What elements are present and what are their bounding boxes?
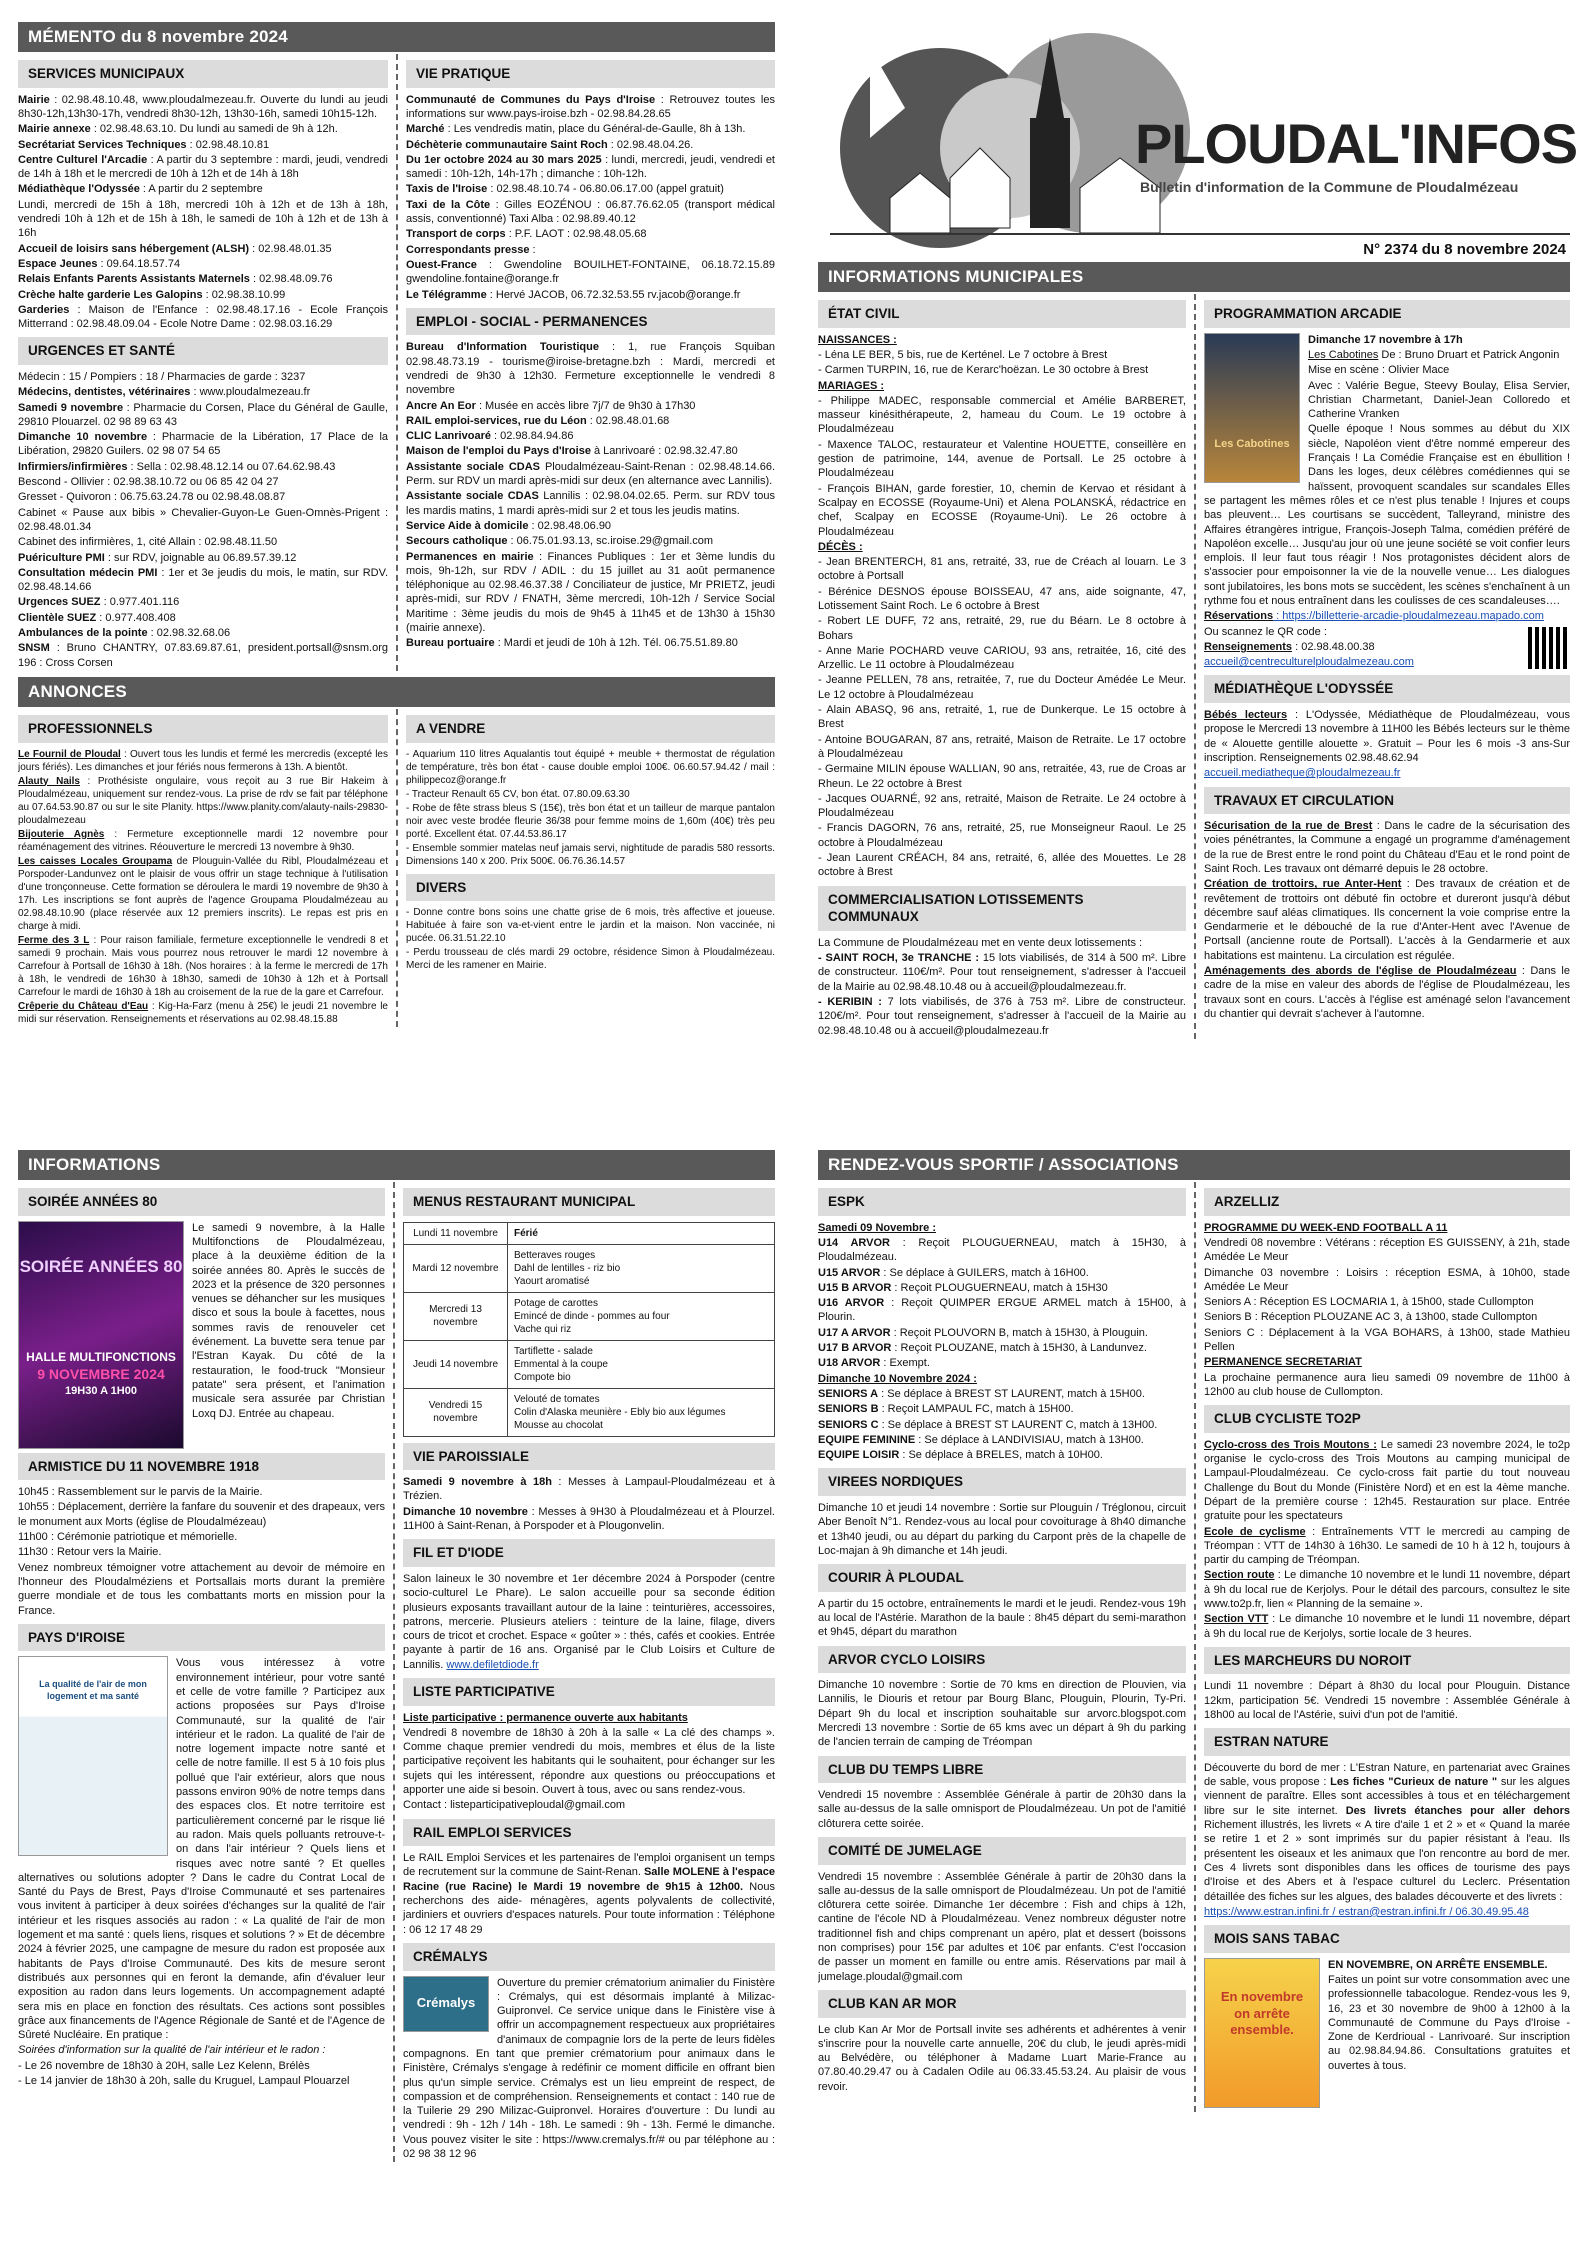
list-item: Ouest-France : Gwendoline BOUILHET-FONTAINE, 06.18.72.15.89 gwendoline.fontaine@orange.fr (406, 258, 775, 286)
etat-title: ÉTAT CIVIL (818, 300, 1186, 328)
espk-sunday: Dimanche 10 Novembre 2024 : (818, 1372, 977, 1385)
list-item: Mairie : 02.98.48.10.48, www.ploudalmezeau.fr. Ouverte du lundi au jeudi 8h30-12h,13h30-17h, vendredi 8h30-12h, 13h30-16h, samedi 10h15-12h. (18, 93, 388, 120)
list-item: - Aquarium 110 litres Aqualantis tout équipé + meuble + thermostat de régulation de température, très bon état - cause double emploi 100€. 06.60.57.94.42 / mail : philippecoz@orange.fr (406, 748, 775, 786)
list-item: - Léna LE BER, 5 bis, rue de Kerténel. Le 7 octobre à Brest (818, 348, 1108, 361)
divers-list (406, 906, 775, 972)
arzelliz-heading: PROGRAMME DU WEEK-END FOOTBALL A 11 (1204, 1221, 1448, 1234)
table-row (404, 1222, 775, 1244)
vie-list (406, 93, 775, 302)
list-item: Dimanche 03 novembre : Loisirs : réception ESMA, à 10h00, stade Amédée Le Meur (1204, 1266, 1570, 1293)
list-item: Maison de l'emploi du Pays d'Iroise à Lanrivoaré : 02.98.32.47.80 (406, 445, 738, 458)
list-item: EQUIPE LOISIR : Se déplace à BRELES, match à 10H00. (818, 1449, 1103, 1462)
qr-code-icon[interactable] (1528, 627, 1570, 669)
liste-text: Vendredi 8 novembre de 18h30 à 20h à la salle « La clé des champs ». Comme chaque premier vendredi du mois, membres et élus de la liste participative reçoivent les habitants qui le souhaitent, pour échanger sur les sujets qui les intéressent, répondre aux questions ou préoccupations et apporter une aide si besoin. Ouvert à tous, avec ou sans rendez-vous. (403, 1726, 775, 1797)
jumelage-text: Vendredi 15 novembre : Assemblée Générale à partir de 20h30 dans la salle au-dessus de la salle omnisport de Ploudalmézeau. Un pot de l'amitié clôturera cette soirée. Dimanche 1er décembre : Fish and chips à 12h, cantine de l'école ND à Ploudalmézeau. Venez nombreux déguster notre traditionnel fish and chips comprenant un apéro, plat et dessert (boissons non comprises) pour 15€ par adultes et 10€ par enfants. C'est l'occasion de passer un moment en famille ou entre amis. Réservations par mail à jumelage.ploudal@gmail.com (818, 1870, 1186, 1983)
list-item: Ancre An Eor : Musée en accès libre 7j/7 de 9h30 à 17h30 (406, 399, 696, 412)
cyclo-p2: Ecole de cyclisme : Entraînements VTT le mercredi au camping de Tréompan : VTT de 14h30 à 16h30. Le samedi de 10 h à 12 h, toujours à partir du camping de Tréompan. (1204, 1525, 1570, 1567)
liste-title: LISTE PARTICIPATIVE (403, 1678, 775, 1706)
kanarmor-title: CLUB KAN AR MOR (818, 1990, 1186, 2018)
travaux-p3: Aménagements des abords de l'église de Ploudalmézeau : Dans le cadre de la mise en valeur des abords de l'église de Ploudalmézeau, les travaux sont en cours. L'accès à l'église est aménagé selon l'avancement du chantier qui devrait s'achever à l'automne. (1204, 965, 1570, 1020)
list-item: Assistante sociale CDAS Lannilis : 02.98.04.02.65. Perm. sur RDV tous les mardis matins, 1 mardi après-midi sur 2 et tous les jeudis matins. (406, 490, 775, 517)
arcadie-mail[interactable]: accueil@centreculturelploudalmezeau.com (1204, 656, 1414, 669)
list-item: Samedi 9 novembre : Pharmacie du Corsen, Place du Général de Gaulle, 29810 Plouarzel. 02 98 89 63 43 (18, 401, 388, 428)
arcadie-reservations: Réservations : https://billetterie-arcadie-ploudalmezeau.mapado.com (1204, 610, 1544, 623)
list-item: Centre Culturel l'Arcadie : A partir du 3 septembre : mardi, jeudi, vendredi de 14h à 18h et le mercredi de 10h à 12h et de 14h à 18h (18, 153, 388, 181)
arvor-text: Dimanche 10 novembre : Sortie de 70 kms en direction de Plouvien, via Lannilis, le Diouris et retour par Bourg Blanc, Plouguin, Plourin, Ty-Pri. Départ 9h du local et inscription souhaitable sur arvorc.blogspot.com Mercredi 13 novembre : Sortie de 65 kms avec un départ à 9h du parking de l'ancien terrain de camping de Tréompan (818, 1679, 1186, 1749)
arzelliz-perm-heading: PERMANENCE SECRETARIAT (1204, 1356, 1362, 1369)
list-item: Déchèterie communautaire Saint Roch : 02.98.48.04.26. (406, 138, 694, 151)
espk-title: ESPK (818, 1188, 1186, 1216)
arzelliz-perm: La prochaine permanence aura lieu samedi 09 novembre de 11h00 à 12h00 au club house de Cullompton. (1204, 1371, 1570, 1398)
menu-dishes: Velouté de tomates Colin d'Alaska meunière - Ebly bio aux légumes Mousse au chocolat (508, 1388, 775, 1436)
list-item: Assistante sociale CDAS Ploudalmézeau-Saint-Renan : 02.98.48.14.66. Perm. sur RDV un mardi après-midi sur deux (en alternance avec Lannilis). (406, 460, 775, 488)
list-item: Le Fournil de Ploudal : Ouvert tous les lundis et fermé les mercredis (excepté les jours fériés). Les dimanches et jour fériés nous fermerons à 13h. A bientôt. (18, 748, 388, 773)
iroise-poster: La qualité de l'air de mon logement et ma santé (18, 1656, 168, 1856)
informations-section (18, 1150, 775, 2240)
list-item: Marché : Les vendredis matin, place du Général-de-Gaulle, 8h à 13h. (406, 123, 746, 136)
issue-number: N° 2374 du 8 novembre 2024 (1363, 241, 1566, 258)
deces-heading: DÉCÈS : (818, 540, 863, 553)
list-item: U17 B ARVOR : Reçoit PLOUZANE, match à 15H30, à Landunvez. (818, 1342, 1147, 1355)
list-item: Le Télégramme : Hervé JACOB, 06.72.32.53.55 rv.jacob@orange.fr (406, 288, 741, 301)
divers-title: DIVERS (406, 874, 775, 902)
list-item: Cabinet des infirmières, 1, cité Allain : 02.98.48.11.50 (18, 536, 278, 549)
menus-title: MENUS RESTAURANT MUNICIPAL (403, 1188, 775, 1216)
list-item: Seniors C : Déplacement à la VGA BOHARS, à 13h00, stade Mathieu Pellen (1204, 1326, 1570, 1354)
espk-list-1 (818, 1236, 1186, 1371)
list-item: Seniors B : Réception PLOUZANE AC 3, à 13h00, stade Cullompton (1204, 1311, 1538, 1324)
masthead (830, 28, 1578, 268)
tabac-poster: En novembre on arrête ensemble. (1204, 1958, 1320, 2108)
soiree-text: Le samedi 9 novembre, à la Halle Multifonctions de Ploudalmézeau, place à la deuxième édition de la soirée années 80. Après le succès de 2023 et la présence de 320 personnes venues se déhancher sur les musiques disco et sous la boule à facettes, nous sommes ravis de renouveler cet événement. La buvette sera tenue par l'Estran Kayak. Du côté de la restauration, le food-truck "Monsieur patate" sera présent, et l'animation musicale sera assurée par Christian Loxq DJ. Entrée au chapeau. (192, 1221, 385, 1420)
espk-saturday: Samedi 09 Novembre : (818, 1221, 936, 1234)
espk-list-2 (818, 1387, 1186, 1462)
menu-dishes: Betteraves rouges Dahl de lentilles - riz bio Yaourt aromatisé (508, 1244, 775, 1292)
list-item: Dimanche 10 novembre : Pharmacie de la Libération, 17 Place de la Libération, 29820 Guilers. 02 98 07 54 65 (18, 431, 389, 458)
noroit-title: LES MARCHEURS DU NOROIT (1204, 1647, 1570, 1675)
arcadie-qr: Ou scannez le QR code : (1204, 625, 1327, 638)
pro-title: PROFESSIONNELS (18, 715, 388, 743)
list-item: Espace Jeunes : 09.64.18.57.74 (18, 257, 181, 270)
table-row (404, 1388, 775, 1436)
menu-day: Lundi 11 novembre (404, 1222, 508, 1244)
arcadie-line2: Mise en scène : Olivier Mace (1308, 364, 1450, 377)
tabac-title: MOIS SANS TABAC (1204, 1925, 1570, 1953)
menu-dishes: Potage de carottes Emincé de dinde - pommes au four Vache qui riz (508, 1292, 775, 1340)
cyclo-p3: Section route : Le dimanche 10 novembre et le lundi 11 novembre, départ à 9h du local rue de Kerjolys. Pour le détail des parcours, consultez le site www.to2p.fr, lien « Planning de la semaine ». (1204, 1569, 1570, 1611)
deces-list (818, 555, 1186, 880)
fil-title: FIL ET D'IODE (403, 1539, 775, 1567)
list-item: Ferme des 3 L : Pour raison familiale, fermeture exceptionnelle le vendredi 8 et samedi 9 prochain. Mais vous pourrez nous retrouver le mardi 12 novembre à Carrefour à Portsall de 16h30 à 18h. (Nos horaires : à la ferme le mercredi de 17h à 18h, le vendredi de 16h30 à 18h30, samedi de 10h30 à 12h et à Portsall Carrefour le mardi de 16h30 à 18h au croisement de la rue de la gare et Carrefour. (18, 934, 388, 998)
services-list (18, 93, 388, 332)
list-item: Seniors A : Réception ES LOCMARIA 1, à 15h00, stade Cullompton (1204, 1296, 1534, 1309)
arcadie-title: PROGRAMMATION ARCADIE (1204, 300, 1570, 328)
table-row (404, 1244, 775, 1292)
menu-day: Jeudi 14 novembre (404, 1340, 508, 1388)
list-item: Puériculture PMI : sur RDV, joignable au 06.89.57.39.12 (18, 551, 297, 564)
odyssee-mail[interactable]: accueil.mediatheque@ploudalmezeau.fr (1204, 767, 1401, 780)
paroisse-title: VIE PAROISSIALE (403, 1443, 775, 1471)
list-item: Taxi de la Côte : Gilles EOZÉNOU : 06.87.76.62.05 (transport médical assis, conventionné) Taxi Alba : 02.98.89.40.12 (406, 198, 775, 226)
list-item: Médiathèque l'Odyssée : A partir du 2 septembre (18, 183, 263, 196)
menu-day: Mercredi 13 novembre (404, 1292, 508, 1340)
list-item: 11h00 : Cérémonie patriotique et mémorielle. (18, 1531, 238, 1544)
list-item: - Donne contre bons soins une chatte grise de 6 mois, très affective et joueuse. Habituée à faire son va-et-vient entre le jardin et la maison. Non vaccinée, ni pucée. 06.31.51.22.10 (406, 907, 775, 945)
arzelliz-title: ARZELLIZ (1204, 1188, 1570, 1216)
list-item: Bureau portuaire : Mardi et jeudi de 10h à 12h. Tél. 06.75.51.89.80 (406, 637, 738, 650)
list-item: Relais Enfants Parents Assistants Maternels : 02.98.48.09.76 (18, 273, 333, 286)
arvor-title: ARVOR CYCLO LOISIRS (818, 1646, 1186, 1674)
menu-day: Vendredi 15 novembre (404, 1388, 508, 1436)
cremalys-logo: Crémalys (403, 1976, 489, 2032)
list-item: Alauty Nails : Prothésiste ongulaire, vous reçoit au 3 rue Bir Hakeim à Ploudalmézeau, uniquement sur rendez-vous. La prise de rdv se fait par téléphone au 07.64.53.90.87 ou sur le site Planity. https://www.planity.com/alauty-nails-29830-ploudalmezeau (18, 775, 388, 826)
infomun-title: INFORMATIONS MUNICIPALES (818, 262, 1570, 292)
estran-text: Découverte du bord de mer : L'Estran Nature, en partenariat avec Graines de sable, vous propose : Les fiches "Curieux de nature " sur les algues viennent de paraître. Elles sont accessibles à tous et en téléchargement libre sur le site internet. Des livrets étanches pour aller dehors Richement illustrés, les livrets « A tire d'aile 1 et 2 » et « Quand la marée se retire 1 et 2 » sont imprimés sur du papier résistant à l'eau. Ils présentent les oiseaux et les animaux que l'on rencontre au bord de mer. Ces 4 livrets sont disponibles dans les offices de tourisme des pays d'Iroise et des Abers et à l'espace culturel du Leclerc. Présentation détaillée des fiches sur les algues, des balades découverte et des livrets : (1204, 1761, 1570, 1903)
infomun-section (818, 262, 1570, 1122)
memento-title: MÉMENTO du 8 novembre 2024 (18, 22, 775, 52)
list-item: Service Aide à domicile : 02.98.48.06.90 (406, 519, 612, 532)
iroise-date2: - Le 14 janvier de 18h30 à 20h, salle du Kruguel, Lampaul Plouarzel (18, 2075, 350, 2088)
travaux-title: TRAVAUX ET CIRCULATION (1204, 787, 1570, 815)
list-item: Bijouterie Agnès : Fermeture exceptionnelle mardi 12 novembre pour réaménagement des vitrines. Réouverture le mercredi 13 novembre à 9h30. (18, 828, 388, 853)
fil-text: Salon laineux le 30 novembre et 1er décembre 2024 à Porspoder (centre socio-culturel Le Phare). Le salon accueille pour sa seconde édition plusieurs exposants travaillant autour de la laine : teinturières, accessoires, patrons, mercerie. Plusieurs ateliers : teinture de la laine, filage, divers cours de tricot et crochet. Espace « goûter » : thés, cafés et cookies. Entrée payante à partir de 16 ans. Organisé par le Club Loisirs et Culture de Lannilis. www.defiletdiode.fr (403, 1572, 775, 1671)
list-item: Transport de corps : P.F. LAOT : 02.98.48.05.68 (406, 228, 647, 241)
list-item: Consultation médecin PMI : 1er et 3e jeudis du mois, le matin, sur RDV. 02.98.48.14.66 (18, 566, 388, 594)
virees-text: Dimanche 10 et jeudi 14 novembre : Sortie sur Plouguin / Tréglonou, circuit Aber Benoît N°1. Rendez-vous au local pour covoiturage à 8h40 dimanche et 13h40 jeudi, ou au départ du parking du Carpont près de la chapelle de Loc-majan à 9h dimanche et 14h jeudi. (818, 1501, 1186, 1557)
list-item: - Francis DAGORN, 76 ans, retraité, 25, rue Monseigneur Raoul. Le 25 octobre à Ploudalmézeau (818, 822, 1186, 849)
list-item: Gresset - Quivoron : 06.75.63.24.78 ou 02.98.48.08.87 (18, 491, 286, 504)
list-item: - Robert LE DUFF, 72 ans, retraité, 29, rue du Béarn. Le 8 octobre à Bohars (818, 615, 1186, 642)
list-item: Garderies : Maison de l'Enfance : 02.98.48.17.16 - Ecole François Mitterrand : 02.98.48.09.04 - Ecole Notre Dame : 02.98.03.16.29 (18, 303, 388, 331)
list-item: Ambulances de la pointe : 02.98.32.68.06 (18, 626, 231, 639)
list-item: Médecins, dentistes, vétérinaires : www.ploudalmezeau.fr (18, 386, 311, 399)
list-item: EQUIPE FEMININE : Se déplace à LANDIVISIAU, match à 13H00. (818, 1433, 1144, 1446)
list-item: Correspondants presse : (406, 243, 536, 256)
list-item: - Anne Marie POCHARD veuve CARIOU, 93 ans, retraitée, 16, cité des Arzellic. Le 11 octobre à Ploudalmézeau (818, 644, 1186, 672)
list-item: Bureau d'Information Touristique : 1, rue François Squiban 02.98.48.73.19 - tourisme@iroise-bretagne.bzh : Mardi, mercredi et vendredi de 9h30 à 12h30. Fermeture exceptionnelle le vendredi 8 novembre (406, 341, 775, 397)
soiree-poster: SOIRÉE ANNÉES 80 HALLE MULTIFONCTIONS 9 NOVEMBRE 2024 19H30 A 1H00 (18, 1221, 184, 1449)
list-item: - Tracteur Renault 65 CV, bon état. 07.80.09.63.30 (406, 788, 630, 800)
paroisse-2: Dimanche 10 novembre : Messes à 9H30 à Ploudalmézeau et à Plourzel. 11H00 à Saint-Renan, à Porspoder et à Plougonvelin. (403, 1505, 775, 1533)
arcadie-date: Dimanche 17 novembre à 17h (1308, 333, 1463, 346)
list-item: Infirmiers/infirmières : Sella : 02.98.48.12.14 ou 07.64.62.98.43 (18, 460, 336, 473)
list-item: - Jean BRENTERCH, 81 ans, retraité, 33, rue de Créach al louarn. Le 3 octobre à Portsall (818, 556, 1186, 583)
rail-text: Le RAIL Emploi Services et les partenaires de l'emploi organisent un temps de recrutement sur la commune de Saint-Renan. Salle MOLENE à l'espace Racine (rue Racine) le Mardi 19 novembre de 9h15 à 12h00. Nous recherchons des aide- ménagères, agents polyvalents de collectivité, jardiniers et ouvriers d'espaces naturels. Pour toute information : Téléphone : 06 12 17 48 29 (403, 1852, 775, 1936)
travaux-p2: Création de trottoirs, rue Anter-Hent : Des travaux de création et de revêtement de trottoirs ont débuté fin octobre et dureront jusqu'à début décembre sauf aléas climatiques. Ils concernent la voie comprise entre la Gendarmerie et le débouché de la rue d'Anter-Hent avec l'Avenue de Portsall (ancienne route de Portsall). L'accès à la Gendarmerie et aux habitations est maintenu. La circulation est régulée. (1204, 878, 1570, 962)
urgences-title: URGENCES ET SANTÉ (18, 337, 388, 365)
list-item: - Maxence TALOC, restaurateur et Valentine HOUETTE, conseillère en gestion de patrimoine, 144, avenue de Portsall. Le 25 octobre à Ploudalmézeau (818, 438, 1186, 480)
arcadie-rens: Renseignements : 02.98.48.00.38 (1204, 640, 1375, 653)
mariages-heading: MARIAGES : (818, 379, 884, 392)
list-item: Secrétariat Services Techniques : 02.98.48.10.81 (18, 138, 270, 151)
list-item: - Alain ABASQ, 96 ans, retraité, 1, rue de Dunkerque. Le 15 octobre à Brest (818, 704, 1186, 731)
list-item: U18 ARVOR : Exempt. (818, 1357, 930, 1370)
list-item: Les caisses Locales Groupama de Plouguin-Vallée du Ribl, Ploudalmézeau et Porspoder-Landunvez ont le plaisir de vous offrir un stage technique à l'utilisation d'une tronçonneuse. Cette formation se déroulera le mardi 19 novembre de 9h30 à 17h. Les inscriptions se font auprès de l'agence Groupama Ploudalmézeau au 02.98.48.10.90 (place réservée aux 12 premiers inscrits). Le repas est pris en charge à midi. (18, 855, 388, 932)
commerce-intro: La Commune de Ploudalmézeau met en vente deux lotissements : (818, 936, 1143, 949)
list-item: CLIC Lanrivoaré : 02.98.84.94.86 (406, 430, 574, 443)
naissances-heading: NAISSANCES : (818, 333, 897, 346)
menu-dishes: Férié (508, 1222, 775, 1244)
informations-title: INFORMATIONS (18, 1150, 775, 1180)
brand-title: PLOUDAL'INFOS (1135, 112, 1578, 175)
list-item: Médecin : 15 / Pompiers : 18 / Pharmacies de garde : 3237 (18, 370, 306, 383)
list-item: - Perdu trousseau de clés mardi 29 octobre, résidence Simon à Ploudalmézeau. Merci de les ramener en Mairie. (406, 947, 775, 972)
courir-text: A partir du 15 octobre, entraînements le mardi et le jeudi. Rendez-vous 19h au local de l'Astérie. Marathon de la baule : 8h45 départ du semi-marathon et 9h45, départ du marathon (818, 1597, 1186, 1639)
arcadie-body: Quelle époque ! Nous sommes au début du XIX siècle, Napoléon vient d'être nommé empereur des Français ! La Comédie Française est en ébullition ! Dans les loges, deux célèbres comédiennes qui se haïssent, provoquent scandales sur scandales Elles se partagent les mêmes rôles et ce n'est plus tenable ! Injures et coups bas pleuvent… Les courtisans se succèdent, Talleyrand, ministre des Affaires étrangères intrigue, François-Joseph Talma, comédien préféré de Napoléon excelle… Jusqu'au jour où une jeune société se voit confier leurs emplois. Il leur faut tous réagir ! Nos protagonistes décident alors de s'associer pour empoisonner la vie de la nouvelle venue… Les dialogues sont jubilatoires, les bons mots se succèdent, les scènes s'enchaînent à un rythme fou et nous entraînent dans les coulisses de ces scandaleuses…. (1204, 423, 1570, 607)
list-item: 11h30 : Retour vers la Mairie. (18, 1546, 162, 1559)
list-item: Accueil de loisirs sans hébergement (ALSH) : 02.98.48.01.35 (18, 242, 332, 255)
pro-list (18, 748, 388, 1026)
annonces-title: ANNONCES (18, 677, 775, 707)
list-item: SENIORS B : Reçoit LAMPAUL FC, match à 15H00. (818, 1403, 1074, 1416)
vendre-list (406, 748, 775, 868)
paroisse-1: Samedi 9 novembre à 18h : Messes à Lampaul-Ploudalmézeau et à Trézien. (403, 1476, 775, 1503)
list-item: U14 ARVOR : Reçoit PLOUGUERNEAU, match à 15H30, à Ploudalmézeau. (818, 1236, 1186, 1264)
tabac-heading: EN NOVEMBRE, ON ARRÊTE ENSEMBLE. (1328, 1958, 1548, 1971)
list-item: - Jacques OUARNÉ, 92 ans, retraité, Maison de Retraite. Le 24 octobre à Ploudalmézeau (818, 792, 1186, 820)
list-item: U16 ARVOR : Reçoit QUIMPER ERGUE ARMEL match à 15H00, à Plourin. (818, 1297, 1186, 1324)
list-item: SENIORS C : Se déplace à BREST ST LAURENT C, match à 13H00. (818, 1418, 1158, 1431)
list-item: - Germaine MILIN épouse WALLIAN, 90 ans, retraitée, 43, rue de Croas ar Rheun. Le 22 octobre à Brest (818, 763, 1186, 790)
iroise-title: PAYS D'IROISE (18, 1624, 385, 1652)
services-title: SERVICES MUNICIPAUX (18, 60, 388, 88)
list-item: RAIL emploi-services, rue du Léon : 02.98.48.01.68 (406, 414, 670, 427)
armistice-title: ARMISTICE DU 11 NOVEMBRE 1918 (18, 1453, 385, 1481)
list-item: Du 1er octobre 2024 au 30 mars 2025 : lundi, mercredi, jeudi, vendredi et samedi : 10h-12h, 14h-17h ; dimanche : 10h-12h. (406, 153, 775, 181)
list-item: SNSM : Bruno CHANTRY, 07.83.69.87.61, president.portsall@snsm.org 196 : Cross Corsen (18, 642, 388, 669)
kanarmor-text: Le club Kan Ar Mor de Portsall invite ses adhérents et adhérentes à venir s'inscrire pour la nouvelle carte annuelle, 20€ du club, le jeudi après-midi au Belvédère, ou téléphoner à Madame Luart Marie-France au 07.80.40.29.47 ou à Cadalen Odile au 06.33.45.53.24. Au plaisir de vous revoir. (818, 2023, 1186, 2093)
list-item: Secours catholique : 06.75.01.93.13, sc.iroise.29@gmail.com (406, 535, 714, 548)
list-item: - Carmen TURPIN, 16, rue de Kerarc'hoëzan. Le 30 octobre à Brest (818, 364, 1149, 377)
cremalys-text: Ouverture du premier crématorium animalier du Finistère : Crémalys, qui est désormais implanté à Milizac-Guipronvel. Ce service unique dans le Finistère vise à offrir un accompagnement respectueux aux propriétaires d'animaux de compagnie lors de la perte de leurs fidèles compagnons. En tant que premier crématorium pour animaux dans le Finistère, Crémalys s'engage à redéfinir ce moment difficile en offrant bien plus qu'un simple service. Crémalys est un lieu empreint de respect, de compassion et de compréhension. Renseignements et contact : 140 rue de la Tuilerie 29 290 Milizac-Guipronvel. Horaires d'ouverture : Du lundi au vendredi : 9h - 12h / 14h - 18h. Le samedi : 9h - 13h. Fermé le dimanche. Vous pouvez visiter le site : https://www.cremalys.fr/# ou par téléphone au : 02 98 38 12 96 (403, 1976, 775, 2161)
menu-day: Mardi 12 novembre (404, 1244, 508, 1292)
list-item: - François BIHAN, garde forestier, 10, chemin de Kervao et résidant à Scalpay en ECOSSE (Royaume-Uni) et Alena POLANSKÁ, rédactrice en chef, Scalpay en ECOSSE (Royaume-Uni). Le 26 octobre à Ploudalmézeau (818, 482, 1186, 538)
estran-title: ESTRAN NATURE (1204, 1728, 1570, 1756)
list-item: - Robe de fête strass bleus S (15€), très bon état et un tailleur de marque pantalon noir avec veste brodée fleurie 36/38 pour femme moins de 1,60m (40€) très peu porté. Excellent état. 07.44.53.86.17 (406, 802, 775, 840)
estran-link[interactable]: https://www.estran.infini.fr / estran@estran.infini.fr / 06.30.49.95.48 (1204, 1905, 1529, 1918)
mariages-list (818, 394, 1186, 539)
list-item: Crèche halte garderie Les Galopins : 02.98.38.10.99 (18, 288, 286, 301)
vendre-title: A VENDRE (406, 715, 775, 743)
armistice-list (18, 1485, 385, 1618)
memento-section (18, 22, 775, 1122)
iroise-text: Vous vous intéressez à votre environnement intérieur, pour votre santé et celle de votre famille ? Participez aux actions proposées sur Pays d'Iroise Communauté, sur la qualité de l'air intérieur et le radon. La qualité de l'air de notre logement impacte notre santé et celle de notre famille. Il est 5 à 10 fois plus pollué que l'air extérieur, alors que nous passons environ 90% de notre temps dans des espaces clos. Et notre territoire est particulièrement concerné par le risque lié au radon. Mais quels polluants retrouve-t-on dans l'air intérieur ? Quels liens et risques avec notre santé ? Et quelles alternatives ou solutions adopter ? Dans le cadre du Contrat Local de Santé du Pays de Brest, Pays d'Iroise Communauté et ses partenaires vous invitent à participer à deux soirées d'échanges sur la qualité de l'air intérieur et les risques associés au radon : « La qualité de l'air de mon logement et ma santé : quels liens, risques et solutions ? » Et de décembre 2024 à février 2025, une campagne de mesure du radon est proposée aux habitants de Pays d'Iroise Communauté. Des kits de mesure seront distribués aux personnes qui en feront la demande, afin d'évaluer leur exposition au radon dans leurs logements. Un accompagnement adapté sera mis en place en fonction des résultats. Ces actions sont possibles grâce aux financements de l'Agence Régionale de Santé et de l'Agence de Sûreté Nucléaire. En pratique : (18, 1657, 385, 2042)
iroise-date1: - Le 26 novembre de 18h30 à 20H, salle Lez Kelenn, Brélès (18, 2059, 310, 2072)
vie-title: VIE PRATIQUE (406, 60, 775, 88)
soiree-title: SOIRÉE ANNÉES 80 (18, 1188, 385, 1216)
commerce-title: COMMERCIALISATION LOTISSEMENTS COMMUNAUX (818, 886, 1186, 931)
noroit-text: Lundi 11 novembre : Départ à 8h30 du local pour Plouguin. Distance 12km, participation 5€. Vendredi 15 novembre : Assemblée Générale à 18h00 au local de l'Astérie, suivi d'un pot de l'amitié. (1204, 1680, 1570, 1722)
list-item: Cabinet « Pause aux bibis » Chevalier-Guyon-Le Guen-Omnès-Prigent : 02.98.48.01.34 (18, 506, 388, 533)
list-item: Clientèle SUEZ : 0.977.408.408 (18, 611, 176, 624)
arcadie-poster: Les Cabotines (1204, 333, 1300, 483)
odyssee-text: Bébés lecteurs : L'Odyssée, Médiathèque de Ploudalmézeau, vous propose le Mercredi 13 novembre à 11H00 les Bébés lecteurs sur le thème de « Alouette gentille alouette ». Gratuit – Pour les 6 mois -3 ans-Sur inscription. Renseignements 02.98.48.62.94 (1204, 709, 1570, 764)
cyclo-title: CLUB CYCLISTE TO2P (1204, 1405, 1570, 1433)
virees-title: VIREES NORDIQUES (818, 1468, 1186, 1496)
arcadie-line3: Avec : Valérie Begue, Steevy Boulay, Elisa Servier, Christian Charmetant, Daniel-Jean Colloredo et Catherine Vranken (1308, 379, 1570, 421)
commerce-b: - KERIBIN : 7 lots viabilisés, de 376 à 753 m². Libre de constructeur. 120€/m². Pour tout renseignement, s'adresser à l'accueil de la Mairie au 02.98.48.10.48 ou à accueil@ploudalmezeau.fr (818, 995, 1186, 1037)
list-item: - Antoine BOUGARAN, 87 ans, retraité, Maison de Retraite. Le 17 octobre à Ploudalmézeau (818, 733, 1186, 760)
list-item: U15 B ARVOR : Reçoit PLOUGUERNEAU, match à 15H30 (818, 1281, 1108, 1294)
list-item: Vendredi 08 novembre : Vétérans : réception ES GUISSENY, à 21h, stade Amédée Le Meur (1204, 1236, 1570, 1264)
list-item: - Jeanne PELLEN, 78 ans, retraitée, 7, rue du Docteur Amédée Le Meur. Le 12 octobre à Ploudalmézeau (818, 674, 1186, 701)
list-item: SENIORS A : Se déplace à BREST ST LAURENT, match à 15H00. (818, 1387, 1145, 1400)
list-item: U17 A ARVOR : Reçoit PLOUVORN B, match à 15H30, à Plouguin. (818, 1326, 1148, 1339)
table-row (404, 1292, 775, 1340)
list-item: - Philippe MADEC, responsable commercial et Amélie BARBERET, masseur kinésithérapeute, 2, hameau du Coum. Le 19 octobre à Ploudalmézeau (818, 394, 1186, 436)
urgences-list (18, 370, 388, 670)
list-item: 10h55 : Déplacement, derrière la fanfare du souvenir et des drapeaux, vers le monument aux Morts (église de Ploudalmézeau) (18, 1501, 385, 1528)
liste-contact: Contact : listeparticipativeploudal@gmail.com (403, 1799, 626, 1812)
rdv-title: RENDEZ-VOUS SPORTIF / ASSOCIATIONS (818, 1150, 1570, 1180)
list-item: Mairie annexe : 02.98.48.63.10. Du lundi au samedi de 9h à 12h. (18, 123, 338, 136)
list-item: Crêperie du Château d'Eau : Kig-Ha-Farz (menu à 25€) le jeudi 21 novembre le midi sur réservation. Renseignements et réservations au 02.98.48.15.88 (18, 1000, 388, 1025)
rail-title: RAIL EMPLOI SERVICES (403, 1819, 775, 1847)
tempslibre-text: Vendredi 15 novembre : Assemblée Générale à partir de 20h30 dans la salle au-dessus de la salle omnisport de Ploudalmézeau. Un pot de l'amitié clôturera cette soirée. (818, 1789, 1186, 1830)
list-item: Venez nombreux témoigner votre attachement au devoir de mémoire en l'honneur des Ploudalméziens et Portsallais morts durant la première guerre mondiale et de tous les combattants morts en mission pour la France. (18, 1561, 385, 1617)
list-item: - Bérénice DESNOS épouse BOISSEAU, 47 ans, aide soignante, 47, Lotissement Saint Roch. Le 6 octobre à Brest (818, 585, 1186, 612)
cyclo-p4: Section VTT : Le dimanche 10 novembre et le lundi 11 novembre, départ à 9h du local rue de Kerjolys, sortie locale de 3 heures. (1204, 1613, 1570, 1640)
arcadie-line1: Les Cabotines De : Bruno Druart et Patrick Angonin (1308, 348, 1560, 361)
jumelage-title: COMITÉ DE JUMELAGE (818, 1837, 1186, 1865)
list-item: - Ensemble sommier matelas neuf jamais servi, nightitude de paradis 580 ressorts. Dimensions 140 x 200. Prix 500€. 06.76.36.14.57 (406, 842, 775, 867)
courir-title: COURIR À PLOUDAL (818, 1564, 1186, 1592)
list-item: Bescond - Ollivier : 02.98.38.10.72 ou 06 85 42 04 27 (18, 476, 279, 489)
tempslibre-title: CLUB DU TEMPS LIBRE (818, 1756, 1186, 1784)
tabac-text: Faites un point sur votre consommation avec une professionnelle tabacologue. Rendez-vous les 9, 16, 23 et 30 novembre de 9h00 à 12h00 à la Communauté de Commune du Pays d'Iroise - Zone de Kerdrioual - Lanrivoaré. Sur inscription au 02.98.84.94.86. Consultations gratuites et ouvertes à tous. (1328, 1974, 1570, 2072)
arzelliz-list (1204, 1236, 1570, 1354)
list-item: U15 ARVOR : Se déplace à GUILERS, match à 16H00. (818, 1266, 1089, 1279)
commerce-a: - SAINT ROCH, 3e TRANCHE : 15 lots viabilisés, de 314 à 500 m². Libre de constructeur. 110€/m². Pour tout renseignement, s'adresser à l'accueil de la Mairie au 02.98.48.10.48 ou à accueil@ploudalmezeau.fr. (818, 952, 1187, 993)
menu-table (403, 1222, 775, 1437)
list-item: Permanences en mairie : Finances Publiques : 1er et 3ème lundis du mois, 9h-12h, sur RDV / ADIL : du 15 juillet au 31 août permanence téléphonique au 02.98.46.37.38 / Conciliateur de justice, Mr PRIETZ, jeudi après-midi, sur RDV / FNATH, 3ème mercredi, 10h-12h / Service Social Maritime : 3ème jeudis du mois de 9h45 à 11h45 et de 13h30 à 15h30 (mairie annexe). (406, 550, 775, 634)
odyssee-title: MÉDIATHÈQUE L'ODYSSÉE (1204, 675, 1570, 703)
table-row (404, 1340, 775, 1388)
cyclo-p1: Cyclo-cross des Trois Moutons : Le samedi 23 novembre 2024, le to2p organise le cyclo-cross des Trois Moutons au camping municipal de Lampaul-Ploudalmézeau. Ce cyclo-cross fait partie du tout nouveau Challenge du Bout du Monde (Finistère Nord) et en est la 4ème manche. Départ de la première course : 12h45. Restauration sur place. Entrée gratuite pour les spectateurs (1204, 1438, 1570, 1523)
liste-heading: Liste participative : permanence ouverte aux habitants (403, 1711, 688, 1724)
list-item: Lundi, mercredi de 15h à 18h, mercredi 10h à 12h et de 13h à 18h, vendredi 10h à 12h et de 15h à 18h, le samedi de 10h à 12h et de 13h à 16h (18, 198, 388, 240)
list-item: - Jean Laurent CRÉACH, 84 ans, retraité, 6, allée des Mouettes. Le 28 octobre à Brest (818, 852, 1186, 879)
emploi-list (406, 340, 775, 650)
list-item: Urgences SUEZ : 0.977.401.116 (18, 596, 180, 609)
emploi-title: EMPLOI - SOCIAL - PERMANENCES (406, 308, 775, 336)
menu-dishes: Tartiflette - salade Emmental à la coupe Compote bio (508, 1340, 775, 1388)
cremalys-title: CRÉMALYS (403, 1943, 775, 1971)
travaux-p1: Sécurisation de la rue de Brest : Dans le cadre de la sécurisation des voies pénétrantes, la Commune a engagé un programme d'aménagement de la rue de Brest entre le rond point du Château d'Eau et le rond point de Saint Roch. Les travaux ont démarré depuis le 28 octobre. (1204, 820, 1570, 875)
iroise-soirees: Soirées d'information sur la qualité de l'air intérieur et le radon : (18, 2044, 326, 2057)
naissances-list (818, 348, 1186, 378)
list-item: Taxis de l'Iroise : 02.98.48.10.74 - 06.80.06.17.00 (appel gratuit) (406, 183, 724, 196)
list-item: 10h45 : Rassemblement sur le parvis de la Mairie. (18, 1486, 263, 1499)
list-item: Communauté de Communes du Pays d'Iroise : Retrouvez toutes les informations sur www.pays-iroise.bzh - 02.98.84.28.65 (406, 93, 775, 120)
rdv-section (818, 1150, 1570, 2240)
brand-tagline: Bulletin d'information de la Commune de Ploudalmézeau (1140, 179, 1519, 195)
